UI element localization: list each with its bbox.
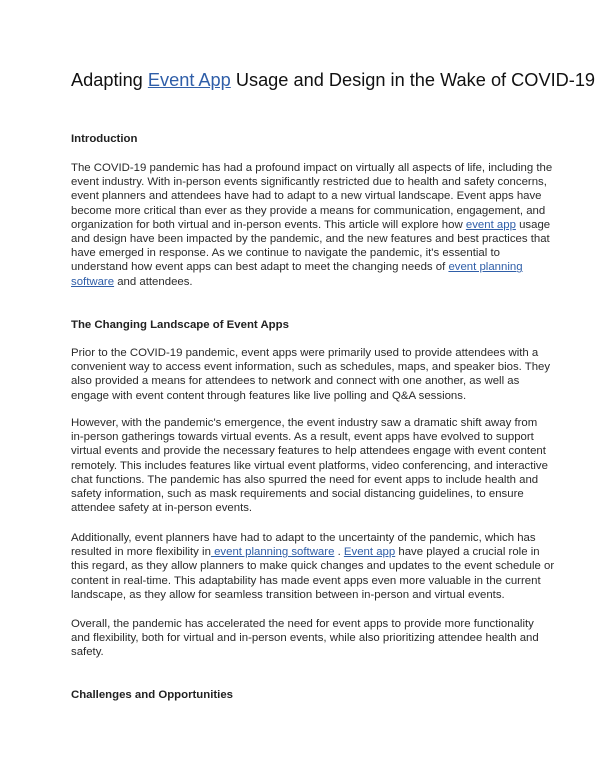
text-line: and flexibility, both for virtual and in-person events, while also prioritizing attendee health and: [71, 632, 539, 645]
text-line: become more critical than ever as they provide a means for communication, engagement, and: [71, 204, 546, 217]
text-line: remotely. This includes features like virtual event platforms, video conferencing, and interactive: [71, 459, 548, 472]
landscape-paragraph-2: [71, 416, 548, 515]
landscape-paragraph-1: [71, 346, 551, 403]
title-link-event-app[interactable]: Event App: [147, 70, 231, 90]
link-event-planning-software[interactable]: event planning: [448, 261, 523, 274]
link-event-planning-software-cont[interactable]: software: [71, 275, 115, 288]
text-segment: .: [334, 546, 344, 559]
intro-paragraph: [71, 161, 553, 289]
text-line: landscape, as they allow for seamless transition between in-person and virtual events.: [71, 588, 505, 601]
section-heading-challenges: Challenges and Opportunities: [71, 689, 234, 701]
text-line: However, with the pandemic's emergence, the event industry saw a dramatic shift away from: [71, 417, 538, 429]
text-line: in-person gatherings towards virtual events. As a result, event apps have evolved to support: [71, 431, 534, 444]
text-line: [71, 218, 551, 232]
text-segment: have played a crucial role in: [395, 546, 540, 559]
text-line: chat functions. The pandemic has also spurred the need for event apps to include health and: [71, 473, 539, 486]
text-line: event planners and attendees have had to adapt to a new virtual landscape. Event apps have: [71, 190, 542, 203]
link-event-app[interactable]: event app: [465, 218, 516, 231]
text-segment: and attendees.: [114, 275, 193, 288]
text-line: convenient way to access event information, such as schedules, maps, and speaker bios. They: [71, 361, 551, 374]
text-segment: organization for both virtual and in-person events. This article will explore how: [71, 218, 466, 231]
text-line: Prior to the COVID-19 pandemic, event apps were primarily used to provide attendees with a: [71, 347, 539, 359]
text-line: attendee safety at in-person events.: [71, 502, 253, 515]
link-event-planning-software-2[interactable]: event planning software: [210, 546, 335, 559]
link-event-app-2[interactable]: Event app: [343, 546, 396, 559]
text-line: virtual events and provide the necessary features to help attendees engage with event content: [71, 445, 546, 458]
landscape-paragraph-4: [71, 617, 539, 660]
section-heading-changing-landscape: The Changing Landscape of Event Apps: [71, 319, 289, 331]
text-line: [71, 275, 539, 289]
text-line: content in real-time. This adaptability has made event apps even more valuable in the current: [71, 574, 541, 587]
text-line: this regard, as they allow planners to make quick changes and updates to the event schedule or: [71, 560, 555, 573]
text-segment: resulted in more flexibility in: [71, 546, 211, 559]
text-segment: understand how event apps can best adapt to meet the changing needs of: [71, 261, 449, 274]
text-line: Overall, the pandemic has accelerated the need for event apps to provide more functionality: [71, 618, 534, 630]
title-text-before: Adapting: [71, 70, 148, 90]
title-text-after: Usage and Design in the Wake of COVID-19: [230, 70, 596, 90]
text-line: safety.: [71, 646, 104, 659]
text-line: and design have been impacted by the pandemic, and the new features and best practices that: [71, 232, 550, 245]
text-segment: usage: [515, 218, 551, 231]
text-line: The COVID-19 pandemic has had a profound impact on virtually all aspects of life, including the: [71, 162, 553, 174]
text-line: safety information, such as mask requirements and social distancing guidelines, to ensure: [71, 487, 524, 500]
landscape-paragraph-3: [71, 531, 555, 602]
section-heading-introduction: Introduction: [71, 133, 138, 145]
text-line: also provided a means for attendees to network and connect with one another, as well as: [71, 375, 520, 388]
document-title: [71, 69, 596, 91]
text-line: event industry. With in-person events significantly restricted due to health and safety concerns,: [71, 176, 547, 189]
text-line: [71, 260, 539, 274]
text-line: have emerged in response. As we continue to navigate the pandemic, it's essential to: [71, 247, 500, 260]
text-line: [71, 545, 539, 559]
text-line: Additionally, event planners have had to adapt to the uncertainty of the pandemic, which has: [71, 532, 536, 544]
text-line: engage with event content through features like live polling and Q&A sessions.: [71, 389, 467, 402]
